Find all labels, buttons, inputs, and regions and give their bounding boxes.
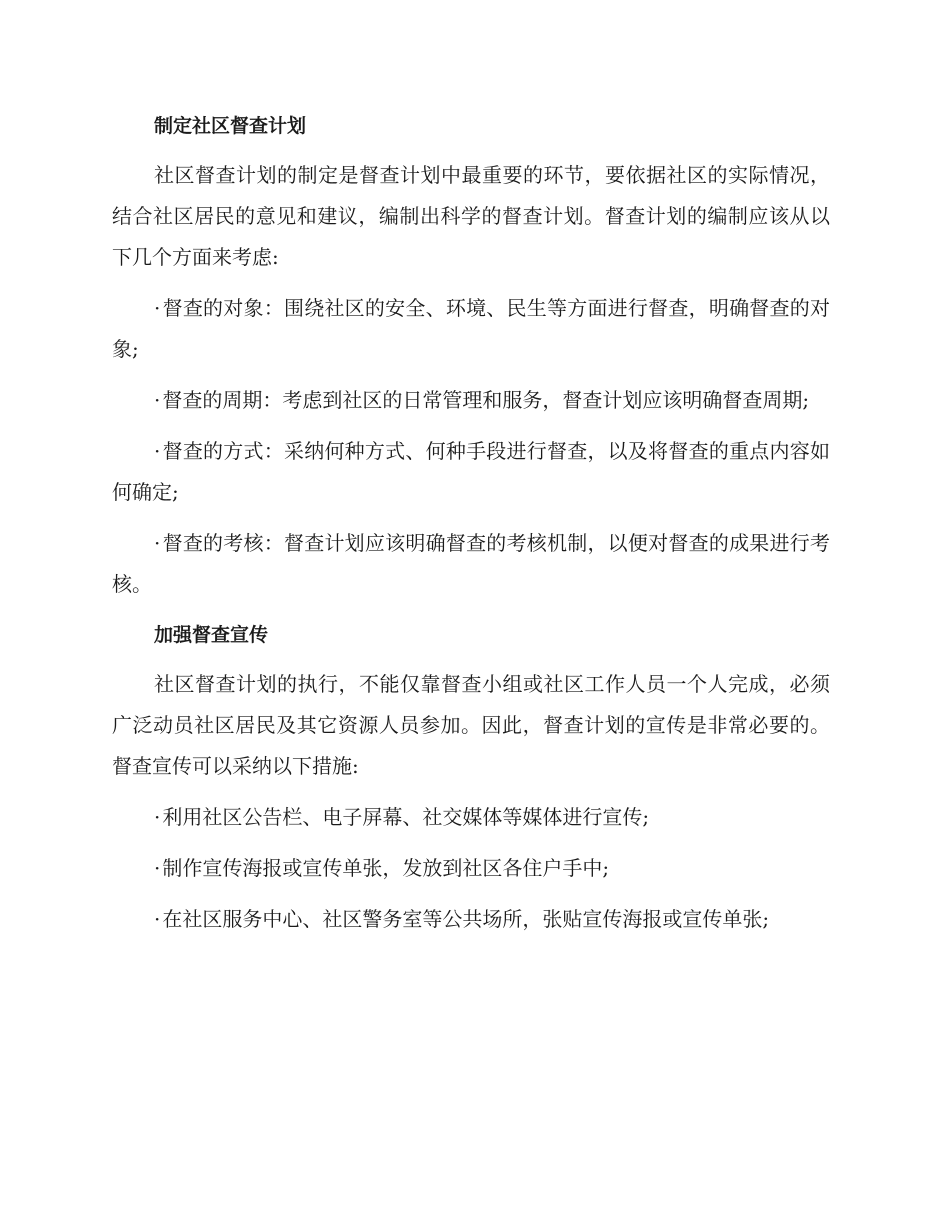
bullet-item	[112, 797, 830, 838]
document-page	[112, 106, 830, 950]
bullet-text: 督查的周期：考虑到社区的日常管理和服务，督查计划应该明确督查周期;	[162, 388, 810, 412]
bullet-item	[112, 523, 830, 605]
bullet-text: 在社区服务中心、社区警务室等公共场所，张贴宣传海报或宣传单张;	[162, 907, 770, 931]
section-publicity	[112, 615, 830, 940]
bullet-dot-icon: ·	[154, 388, 161, 412]
bullet-item	[112, 899, 830, 940]
bullet-item	[112, 431, 830, 513]
section-heading: 加强督查宣传	[154, 624, 269, 646]
bullet-text: 制作宣传海报或宣传单张，发放到社区各住户手中;	[162, 856, 610, 880]
bullet-text: 利用社区公告栏、电子屏幕、社交媒体等媒体进行宣传;	[162, 805, 650, 829]
section-heading: 制定社区督查计划	[154, 115, 307, 137]
section-intro: 社区督查计划的执行，不能仅靠督查小组或社区工作人员一个人完成，必须广泛动员社区居民及其它资源人员参加。因此，督查计划的宣传是非常必要的。督查宣传可以采纳以下措施:	[112, 672, 830, 778]
section-intro: 社区督查计划的制定是督查计划中最重要的环节，要依据社区的实际情况，结合社区居民的意见和建议，编制出科学的督查计划。督查计划的编制应该从以下几个方面来考虑:	[112, 163, 830, 269]
bullet-item	[112, 288, 830, 370]
bullet-text: 督查的对象：围绕社区的安全、环境、民生等方面进行督查，明确督查的对象;	[112, 296, 830, 361]
bullet-dot-icon: ·	[154, 856, 161, 880]
section-plan	[112, 106, 830, 605]
bullet-dot-icon: ·	[154, 439, 161, 463]
bullet-item	[112, 380, 830, 421]
bullet-item	[112, 848, 830, 889]
bullet-dot-icon: ·	[154, 907, 161, 931]
bullet-dot-icon: ·	[154, 296, 161, 320]
bullet-text: 督查的方式：采纳何种方式、何种手段进行督查，以及将督查的重点内容如何确定;	[112, 439, 830, 504]
bullet-text: 督查的考核：督查计划应该明确督查的考核机制，以便对督查的成果进行考核。	[112, 531, 830, 596]
bullet-dot-icon: ·	[154, 531, 161, 555]
bullet-dot-icon: ·	[154, 805, 161, 829]
